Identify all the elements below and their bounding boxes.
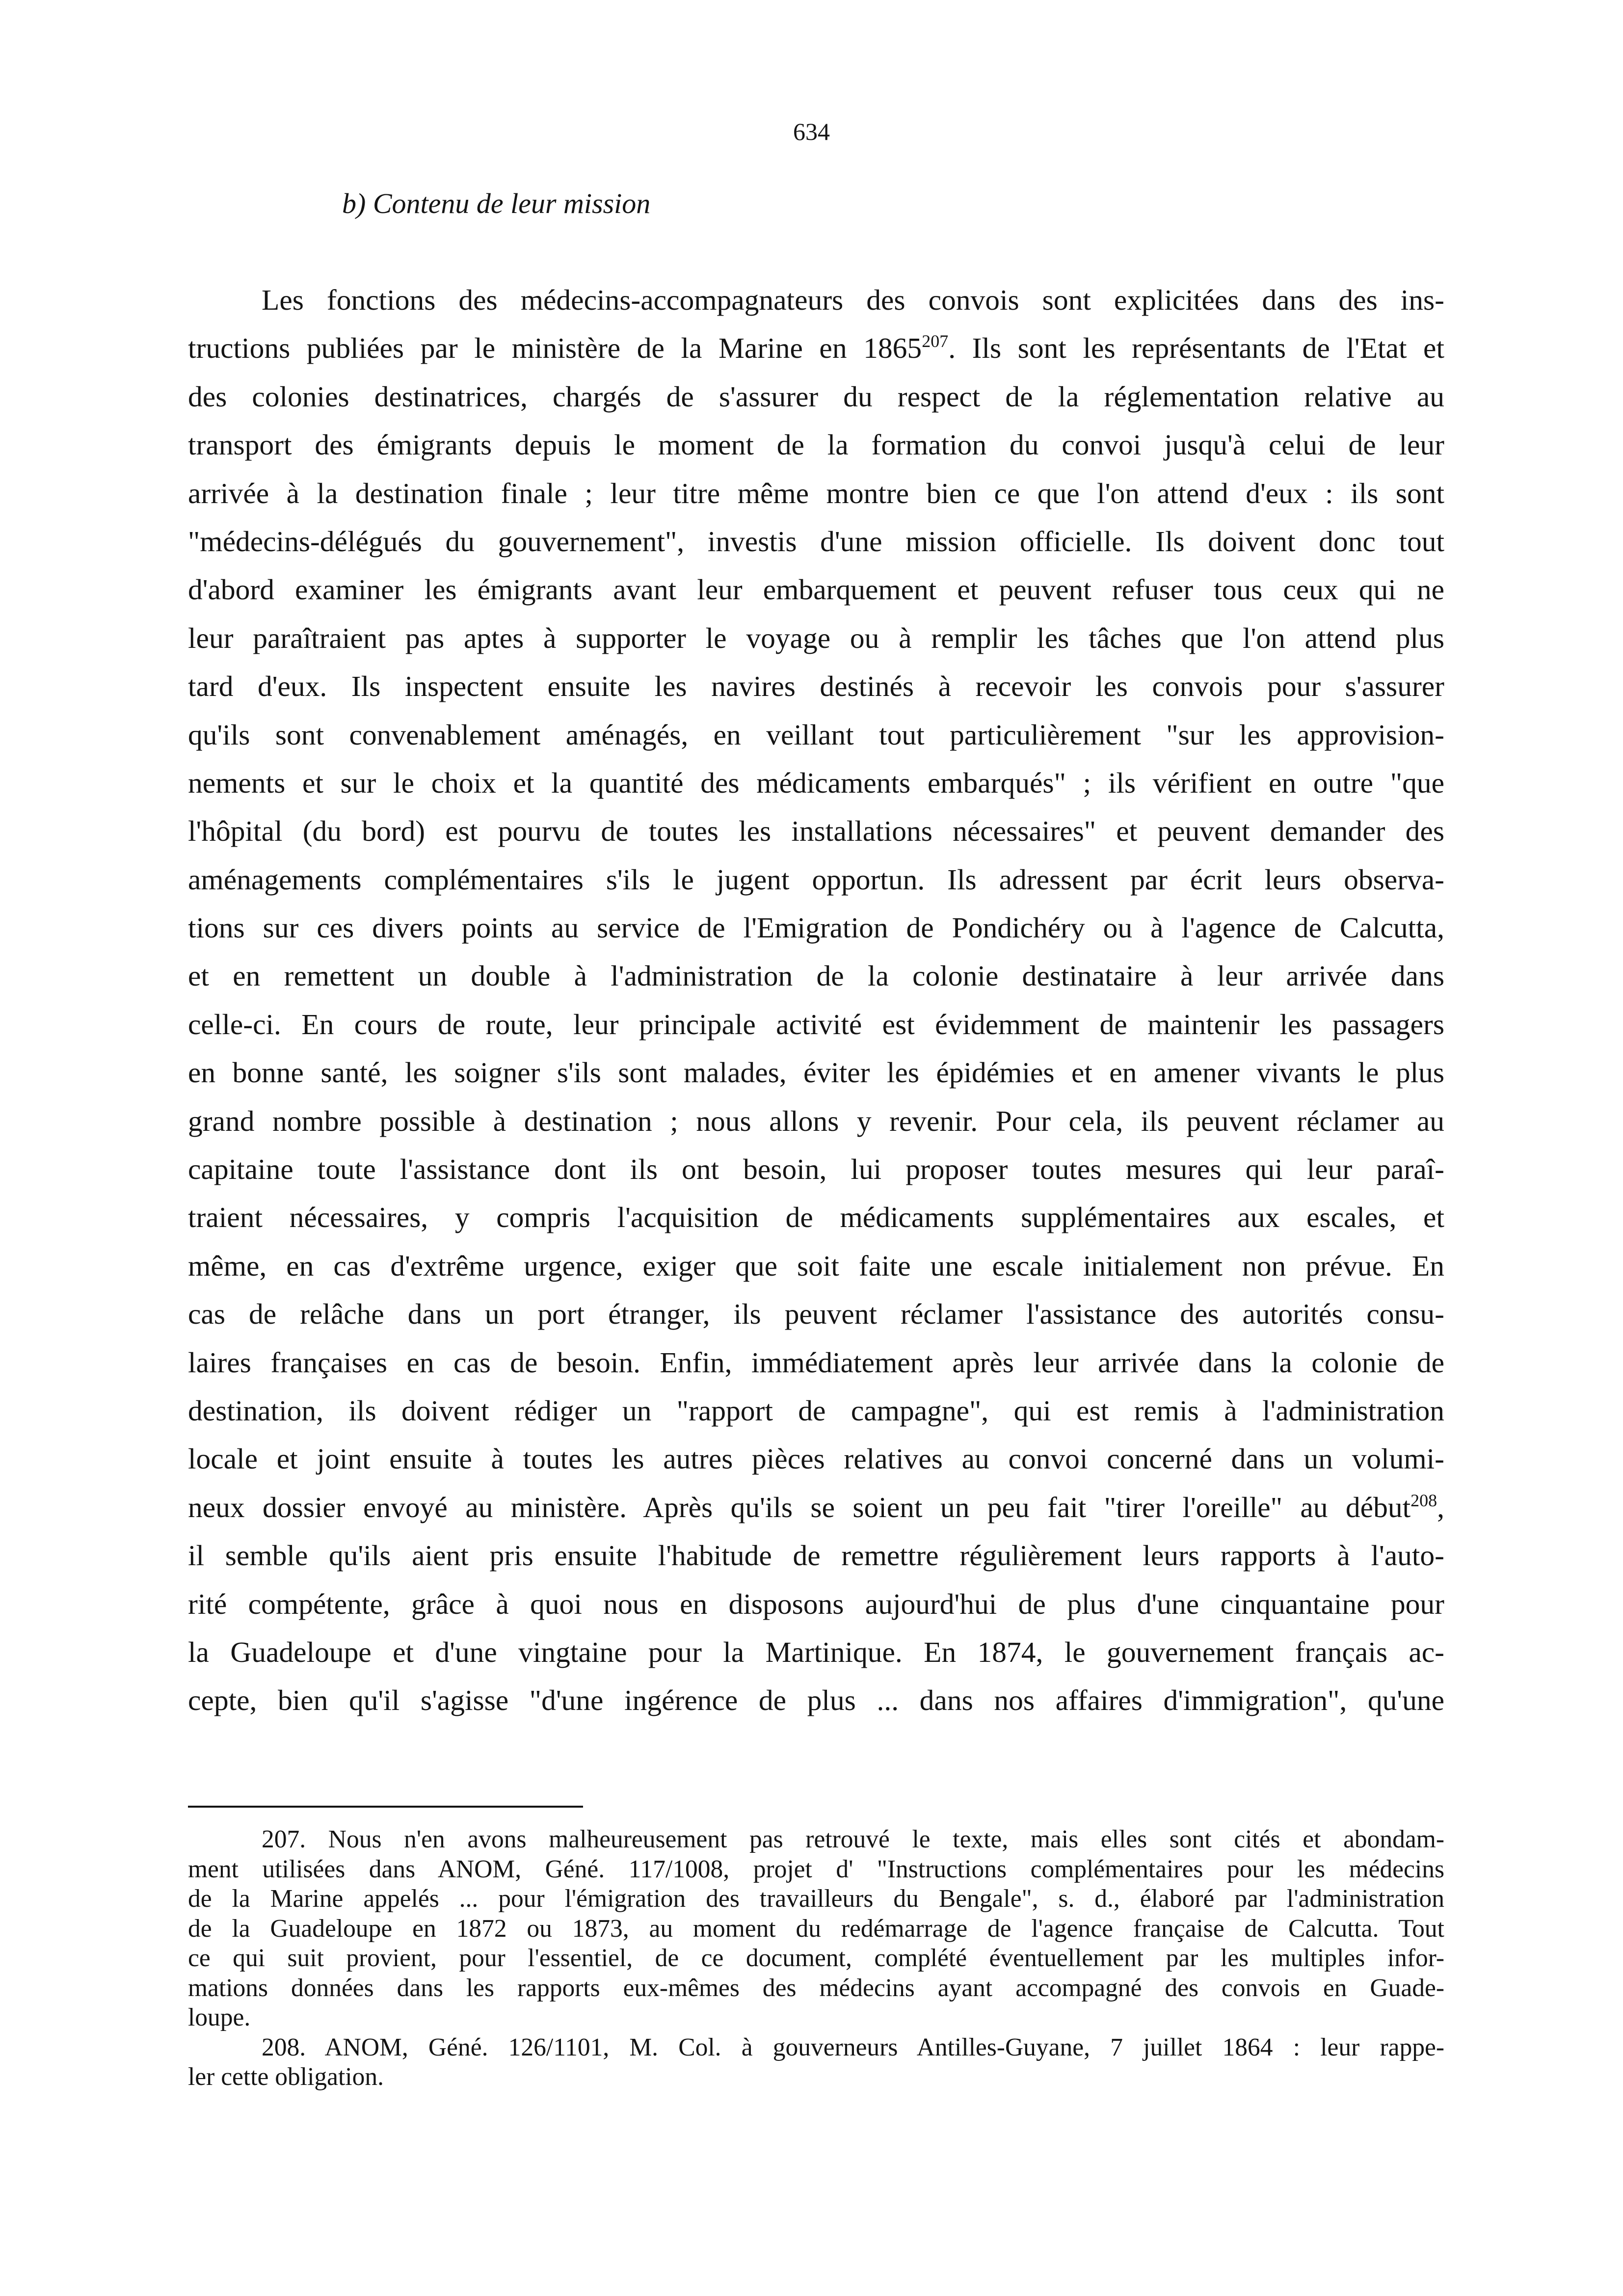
paragraph-line [188,324,1444,372]
footnote-line: mations données dans les rapports eux-mêmes des médecins ayant accompagné des convois en Guade- [188,1974,1444,2002]
footnote-line: 207. Nous n'en avons malheureusement pas retrouvé le texte, mais elles sont cités et abondam- [262,1825,1444,1853]
paragraph-line: la Guadeloupe et d'une vingtaine pour la Martinique. En 1874, le gouvernement français ac- [188,1635,1444,1668]
footnote-reference: 208 [1410,1490,1437,1510]
paragraph-text: tructions publiées par le ministère de la Marine en 1865 [188,332,922,365]
paragraph-line: arrivée à la destination finale ; leur titre même montre bien ce que l'on attend d'eux : ils sont [188,477,1444,509]
paragraph-line: il semble qu'ils aient pris ensuite l'habitude de remettre régulièrement leurs rapports à l'auto- [188,1539,1444,1572]
footnote-line: loupe. [188,2003,251,2031]
paragraph-line: leur paraîtraient pas aptes à supporter le voyage ou à remplir les tâches que l'on attend plus [188,621,1444,654]
paragraph-line: traient nécessaires, y compris l'acquisition de médicaments supplémentaires aux escales, et [188,1201,1444,1234]
footnote-line: de la Marine appelés ... pour l'émigration des travailleurs du Bengale", s. d., élaboré par l'administration [188,1885,1444,1913]
footnote-reference: 207 [922,331,949,351]
paragraph-line: même, en cas d'extrême urgence, exiger que soit faite une escale initialement non prévue. En [188,1249,1444,1282]
paragraph-line: cas de relâche dans un port étranger, ils peuvent réclamer l'assistance des autorités consu- [188,1298,1444,1331]
footnote-line: de la Guadeloupe en 1872 ou 1873, au moment du redémarrage de l'agence française de Calcutta. Tout [188,1914,1444,1943]
paragraph-line: rité compétente, grâce à quoi nous en disposons aujourd'hui de plus d'une cinquantaine pour [188,1587,1444,1620]
section-heading: b) Contenu de leur mission [342,187,651,219]
paragraph-line: qu'ils sont convenablement aménagés, en veillant tout particulièrement "sur les approvision- [188,718,1444,751]
paragraph-line: grand nombre possible à destination ; nous allons y revenir. Pour cela, ils peuvent réclamer au [188,1104,1444,1137]
paragraph-line: l'hôpital (du bord) est pourvu de toutes les installations nécessaires" et peuvent demander des [188,815,1444,848]
paragraph-line: cepte, bien qu'il s'agisse "d'une ingérence de plus ... dans nos affaires d'immigration", qu'une [188,1684,1444,1717]
paragraph-line: "médecins-délégués du gouvernement", investis d'une mission officielle. Ils doivent donc tout [188,525,1444,558]
paragraph-line: tard d'eux. Ils inspectent ensuite les navires destinés à recevoir les convois pour s'assurer [188,670,1444,703]
paragraph-line: Les fonctions des médecins-accompagnateurs des convois sont explicitées dans des ins- [262,284,1444,316]
footnote-line: 208. ANOM, Géné. 126/1101, M. Col. à gouverneurs Antilles-Guyane, 7 juillet 1864 : leur rappe- [262,2033,1444,2061]
paragraph-line: des colonies destinatrices, chargés de s'assurer du respect de la réglementation relative au [188,380,1444,413]
paragraph-line: tions sur ces divers points au service de l'Emigration de Pondichéry ou à l'agence de Calcutta, [188,911,1444,944]
paragraph-line: capitaine toute l'assistance dont ils ont besoin, lui proposer toutes mesures qui leur paraî- [188,1153,1444,1186]
paragraph-line: d'abord examiner les émigrants avant leur embarquement et peuvent refuser tous ceux qui ne [188,573,1444,606]
paragraph-text: neux dossier envoyé au ministère. Après qu'ils se soient un peu fait "tirer l'oreille" au début [188,1491,1411,1523]
paragraph-line: locale et joint ensuite à toutes les autres pièces relatives au convoi concerné dans un volumi- [188,1442,1444,1475]
footnote-line: ler cette obligation. [188,2063,384,2091]
paragraph-text: . Ils sont les représentants de l'Etat et [948,332,1444,365]
footnote-separator [188,1806,583,1808]
paragraph-line: nements et sur le choix et la quantité des médicaments embarqués" ; ils vérifient en outre "que [188,766,1444,799]
body-text [188,276,1444,1725]
paragraph-line: en bonne santé, les soigner s'ils sont malades, éviter les épidémies et en amener vivants le plus [188,1056,1444,1089]
paragraph-line: destination, ils doivent rédiger un "rapport de campagne", qui est remis à l'administration [188,1394,1444,1427]
footnotes [188,1825,1444,2092]
footnote-line: ment utilisées dans ANOM, Géné. 117/1008, projet d' "Instructions complémentaires pour les médecins [188,1855,1444,1883]
paragraph-line: laires françaises en cas de besoin. Enfin, immédiatement après leur arrivée dans la colonie de [188,1346,1444,1379]
paragraph-line: transport des émigrants depuis le moment de la formation du convoi jusqu'à celui de leur [188,428,1444,461]
page-number: 634 [793,118,830,145]
paragraph-text: , [1437,1491,1444,1523]
paragraph-line: et en remettent un double à l'administration de la colonie destinataire à leur arrivée dans [188,960,1444,992]
footnote-line: ce qui suit provient, pour l'essentiel, de ce document, complété éventuellement par les multiples infor- [188,1944,1444,1972]
paragraph-line: aménagements complémentaires s'ils le jugent opportun. Ils adressent par écrit leurs observa- [188,863,1444,896]
paragraph-line [188,1483,1444,1531]
paragraph-line: celle-ci. En cours de route, leur principale activité est évidemment de maintenir les passagers [188,1008,1444,1041]
